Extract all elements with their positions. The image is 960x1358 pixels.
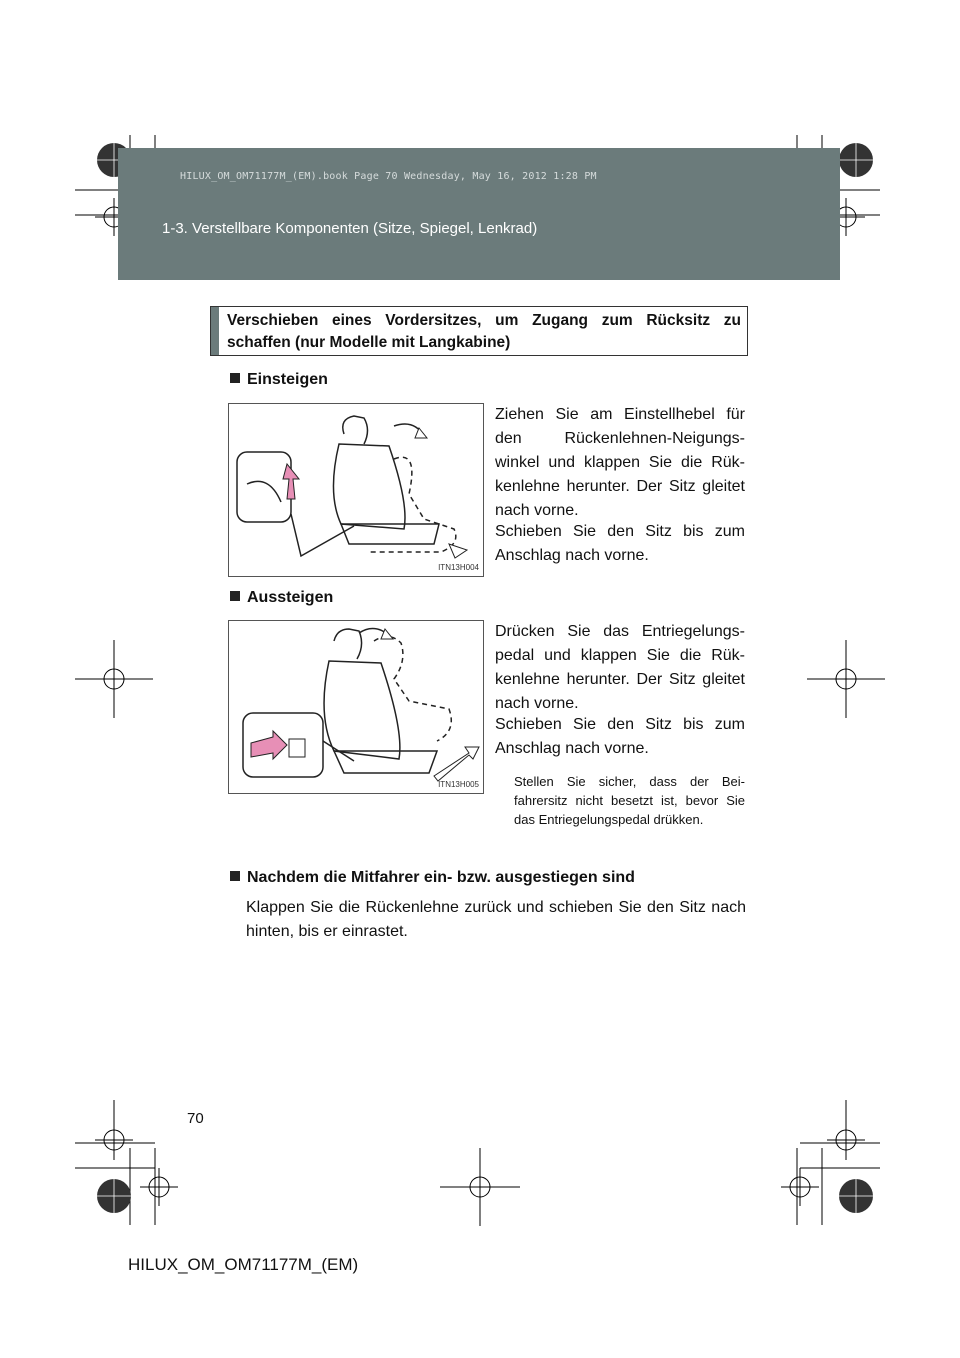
page-number: 70 — [187, 1110, 204, 1127]
heading-nachdem: Nachdem die Mitfahrer ein- bzw. ausgestiegen sind — [230, 869, 635, 887]
einsteigen-step-1: Ziehen Sie am Einstellhebel für den Rückenlehnen-Neigungswinkel und klappen Sie die Rükkenlehne herunter. Der Sitz gleitet nach vorne. — [495, 406, 745, 519]
bullet-square-icon — [230, 871, 240, 881]
aussteigen-note: Stellen Sie sicher, dass der Beifahrersitz nicht besetzt ist, bevor Sie das Entriegelungspedal drükken. — [514, 774, 745, 827]
figure-code: ITN13H005 — [438, 780, 479, 789]
header-band — [118, 148, 840, 280]
topic-box — [210, 306, 748, 356]
topic-box-title: Verschieben eines Vordersitzes, um Zugang zum Rücksitz zu schaffen (nur Modelle mit Langkabine) — [227, 312, 741, 351]
figure-aussteigen — [228, 620, 484, 794]
figure-einsteigen — [228, 403, 484, 577]
nachdem-text: Klappen Sie die Rückenlehne zurück und schieben Sie den Sitz nach hinten, bis er einrastet. — [246, 899, 746, 940]
print-stamp: HILUX_OM_OM71177M_(EM).book Page 70 Wednesday, May 16, 2012 1:28 PM — [180, 171, 597, 182]
heading-aussteigen: Aussteigen — [230, 589, 333, 607]
aussteigen-step-2: Schieben Sie den Sitz bis zum Anschlag nach vorne. — [495, 716, 745, 757]
aussteigen-step-1: Drücken Sie das Entriegelungspedal und klappen Sie die Rükkenlehne herunter. Der Sitz gleitet nach vorne. — [495, 623, 745, 712]
seat-lever-illustration-icon — [229, 404, 485, 578]
einsteigen-step-2: Schieben Sie den Sitz bis zum Anschlag nach vorne. — [495, 523, 745, 564]
figure-code: ITN13H004 — [438, 563, 479, 572]
bullet-square-icon — [230, 373, 240, 383]
footer-doc-id: HILUX_OM_OM71177M_(EM) — [128, 1255, 359, 1274]
heading-einsteigen: Einsteigen — [230, 371, 328, 389]
seat-pedal-illustration-icon — [229, 621, 485, 795]
bullet-square-icon — [230, 591, 240, 601]
topic-box-accent — [211, 307, 219, 355]
section-title: 1-3. Verstellbare Komponenten (Sitze, Spiegel, Lenkrad) — [162, 220, 538, 237]
